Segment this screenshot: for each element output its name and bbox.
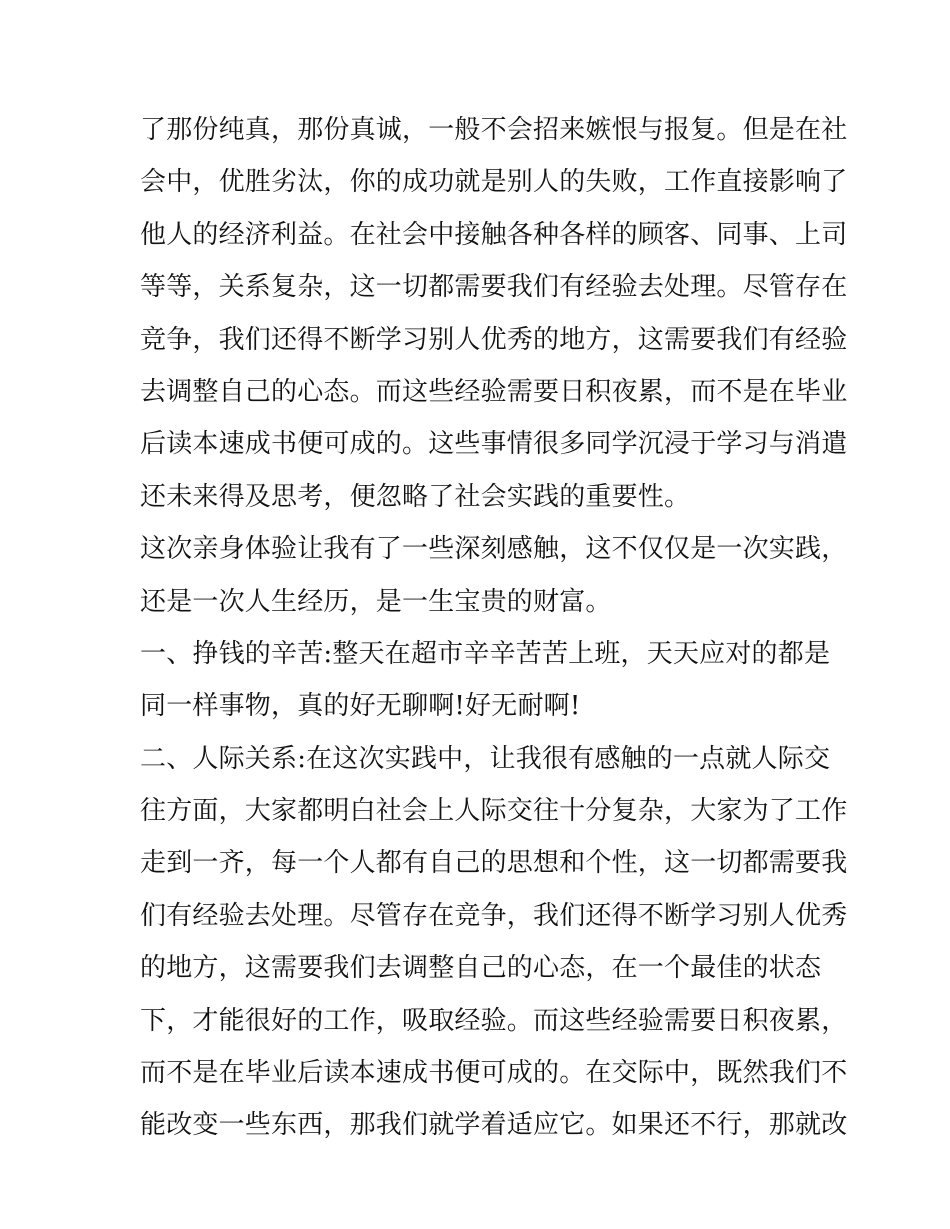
text-line-14: 往方面，大家都明白社会上人际交往十分复杂，大家为了工作 (140, 796, 848, 827)
text-line-4: 等等，关系复杂，这一切都需要我们有经验去处理。尽管存在 (140, 272, 848, 303)
text-line-7: 后读本速成书便可成的。这些事情很多同学沉浸于学习与消遣 (140, 429, 848, 460)
text-line-19: 而不是在毕业后读本速成书便可成的。在交际中，既然我们不 (140, 1058, 848, 1089)
text-line-1: 了那份纯真，那份真诚，一般不会招来嫉恨与报复。但是在社 (140, 115, 848, 145)
text-line-17: 的地方，这需要我们去调整自己的心态，在一个最佳的状态 (140, 953, 822, 984)
text-line-12: 同一样事物，真的好无聊啊!好无耐啊! (140, 691, 581, 722)
text-line-6: 去调整自己的心态。而这些经验需要日积夜累，而不是在毕业 (140, 376, 848, 407)
text-line-16: 们有经验去处理。尽管存在竞争，我们还得不断学习别人优秀 (140, 900, 848, 931)
document-body (140, 104, 848, 1152)
text-line-3: 他人的经济利益。在社会中接触各种各样的顾客、同事、上司 (140, 219, 848, 250)
text-line-13: 二、人际关系:在这次实践中，让我很有感触的一点就人际交 (140, 743, 831, 774)
text-line-18: 下，才能很好的工作，吸取经验。而这些经验需要日积夜累， (140, 1005, 848, 1036)
text-line-8: 还未来得及思考，便忽略了社会实践的重要性。 (140, 481, 691, 512)
text-line-2: 会中，优胜劣汰，你的成功就是别人的失败，工作直接影响了 (140, 167, 848, 198)
text-line-20: 能改变一些东西，那我们就学着适应它。如果还不行，那就改 (140, 1110, 848, 1141)
text-line-11: 一、挣钱的辛苦:整天在超市辛辛苦苦上班，天天应对的都是 (140, 638, 831, 669)
text-line-15: 走到一齐，每一个人都有自己的思想和个性，这一切都需要我 (140, 848, 848, 879)
text-line-9: 这次亲身体验让我有了一些深刻感触，这不仅仅是一次实践， (140, 534, 848, 565)
text-line-10: 还是一次人生经历，是一生宝贵的财富。 (140, 586, 612, 617)
text-line-5: 竞争，我们还得不断学习别人优秀的地方，这需要我们有经验 (140, 324, 848, 355)
